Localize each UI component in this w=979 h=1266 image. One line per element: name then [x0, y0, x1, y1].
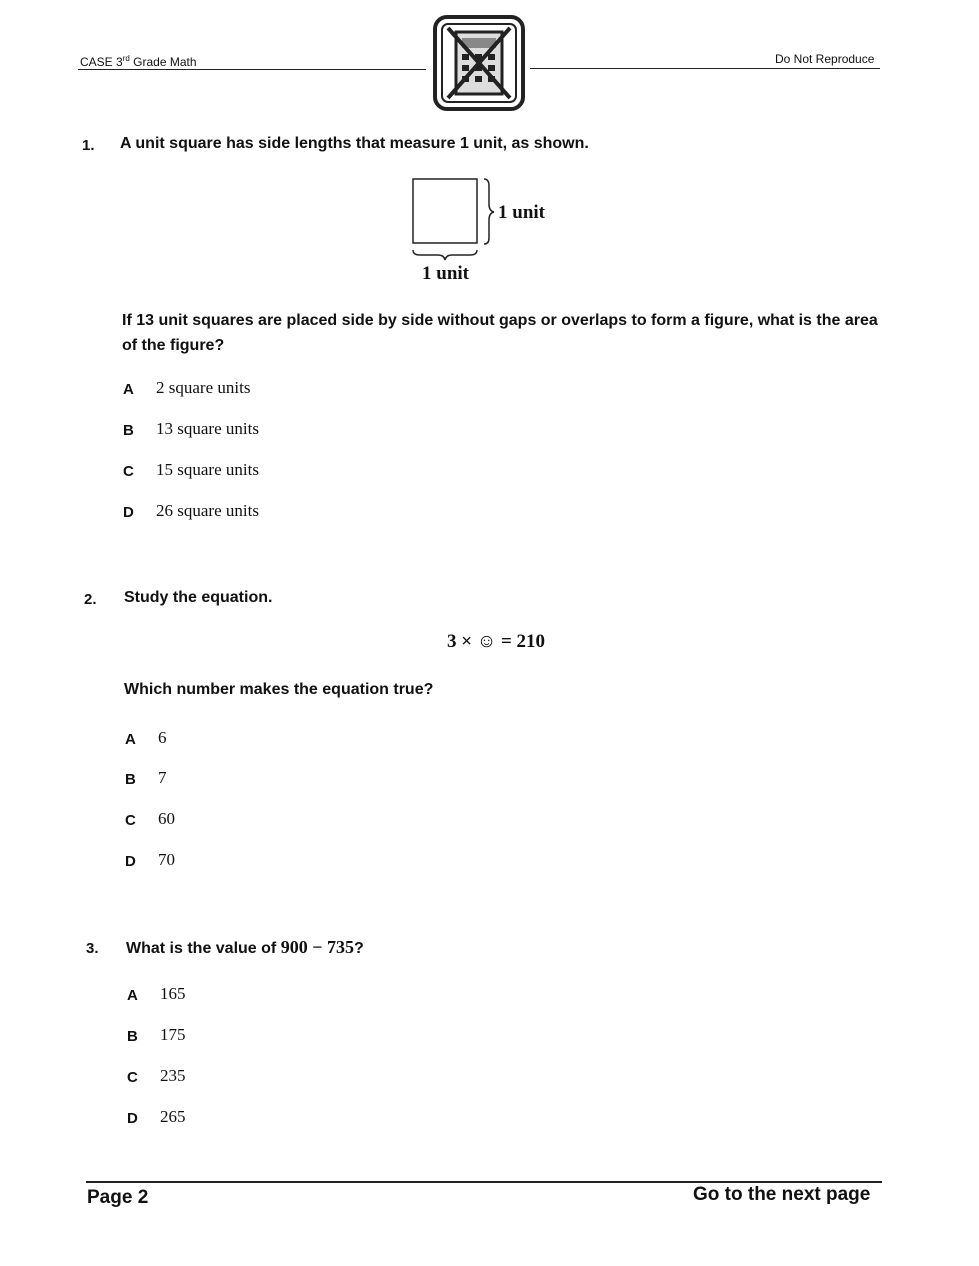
q1-option-c-letter: C: [123, 463, 134, 480]
q2-option-a-letter: A: [125, 731, 136, 748]
header-rule-right: [530, 68, 880, 69]
unit-square-figure: [410, 176, 560, 286]
q1-option-d-letter: D: [123, 504, 134, 521]
header-course-sup: rd: [122, 54, 130, 63]
q2-equation: 3 × ☺ = 210: [447, 631, 546, 652]
q2-option-a-text: 6: [158, 728, 167, 747]
footer-rule: [86, 1181, 882, 1183]
q3-option-d-text: 265: [160, 1107, 186, 1126]
header-right: Do Not Reproduce: [775, 52, 875, 66]
q1-number: 1.: [82, 137, 95, 154]
q2-stem: Study the equation.: [124, 589, 273, 606]
q1-option-a-text: 2 square units: [156, 378, 251, 397]
q1-option-b-text: 13 square units: [156, 419, 259, 438]
q1-option-b-letter: B: [123, 422, 134, 439]
q3-option-a-letter: A: [127, 987, 138, 1004]
q2-option-d-text: 70: [158, 850, 175, 869]
side-label: 1 unit: [498, 202, 545, 223]
header-left: [80, 54, 197, 69]
header-course-suffix: Grade Math: [129, 55, 197, 69]
q3-stem-suffix: ?: [353, 940, 364, 957]
q2-option-b-letter: B: [125, 771, 136, 788]
q1-option-d-text: 26 square units: [156, 501, 259, 520]
q3-option-c-letter: C: [127, 1069, 138, 1086]
q3-option-c-text: 235: [160, 1066, 186, 1085]
bottom-label: 1 unit: [422, 263, 469, 284]
q1-prompt: If 13 unit squares are placed side by side without gaps or overlaps to form a figure, what is the area of the figure?: [122, 312, 878, 354]
q3-option-b-text: 175: [160, 1025, 186, 1044]
q2-option-d-letter: D: [125, 853, 136, 870]
q1-stem: A unit square has side lengths that measure 1 unit, as shown.: [120, 135, 589, 152]
q3-stem: [126, 937, 364, 958]
header-course: CASE 3: [80, 55, 123, 69]
q3-option-b-letter: B: [127, 1028, 138, 1045]
no-calculator-icon: [432, 14, 526, 112]
q2-option-c-letter: C: [125, 812, 136, 829]
q2-number: 2.: [84, 591, 97, 608]
page-number: Page 2: [87, 1187, 149, 1208]
q3-number: 3.: [86, 940, 99, 957]
q2-option-c-text: 60: [158, 809, 175, 828]
q2-prompt: Which number makes the equation true?: [124, 681, 434, 698]
q3-option-a-text: 165: [160, 984, 186, 1003]
q1-option-c-text: 15 square units: [156, 460, 259, 479]
header-rule-left: [78, 69, 426, 70]
q1-option-a-letter: A: [123, 381, 134, 398]
next-page-label: Go to the next page: [693, 1184, 871, 1205]
q3-stem-prefix: What is the value of: [126, 940, 281, 957]
q3-option-d-letter: D: [127, 1110, 138, 1127]
q3-stem-math: 900 − 735: [280, 937, 354, 957]
q2-option-b-text: 7: [158, 768, 167, 787]
